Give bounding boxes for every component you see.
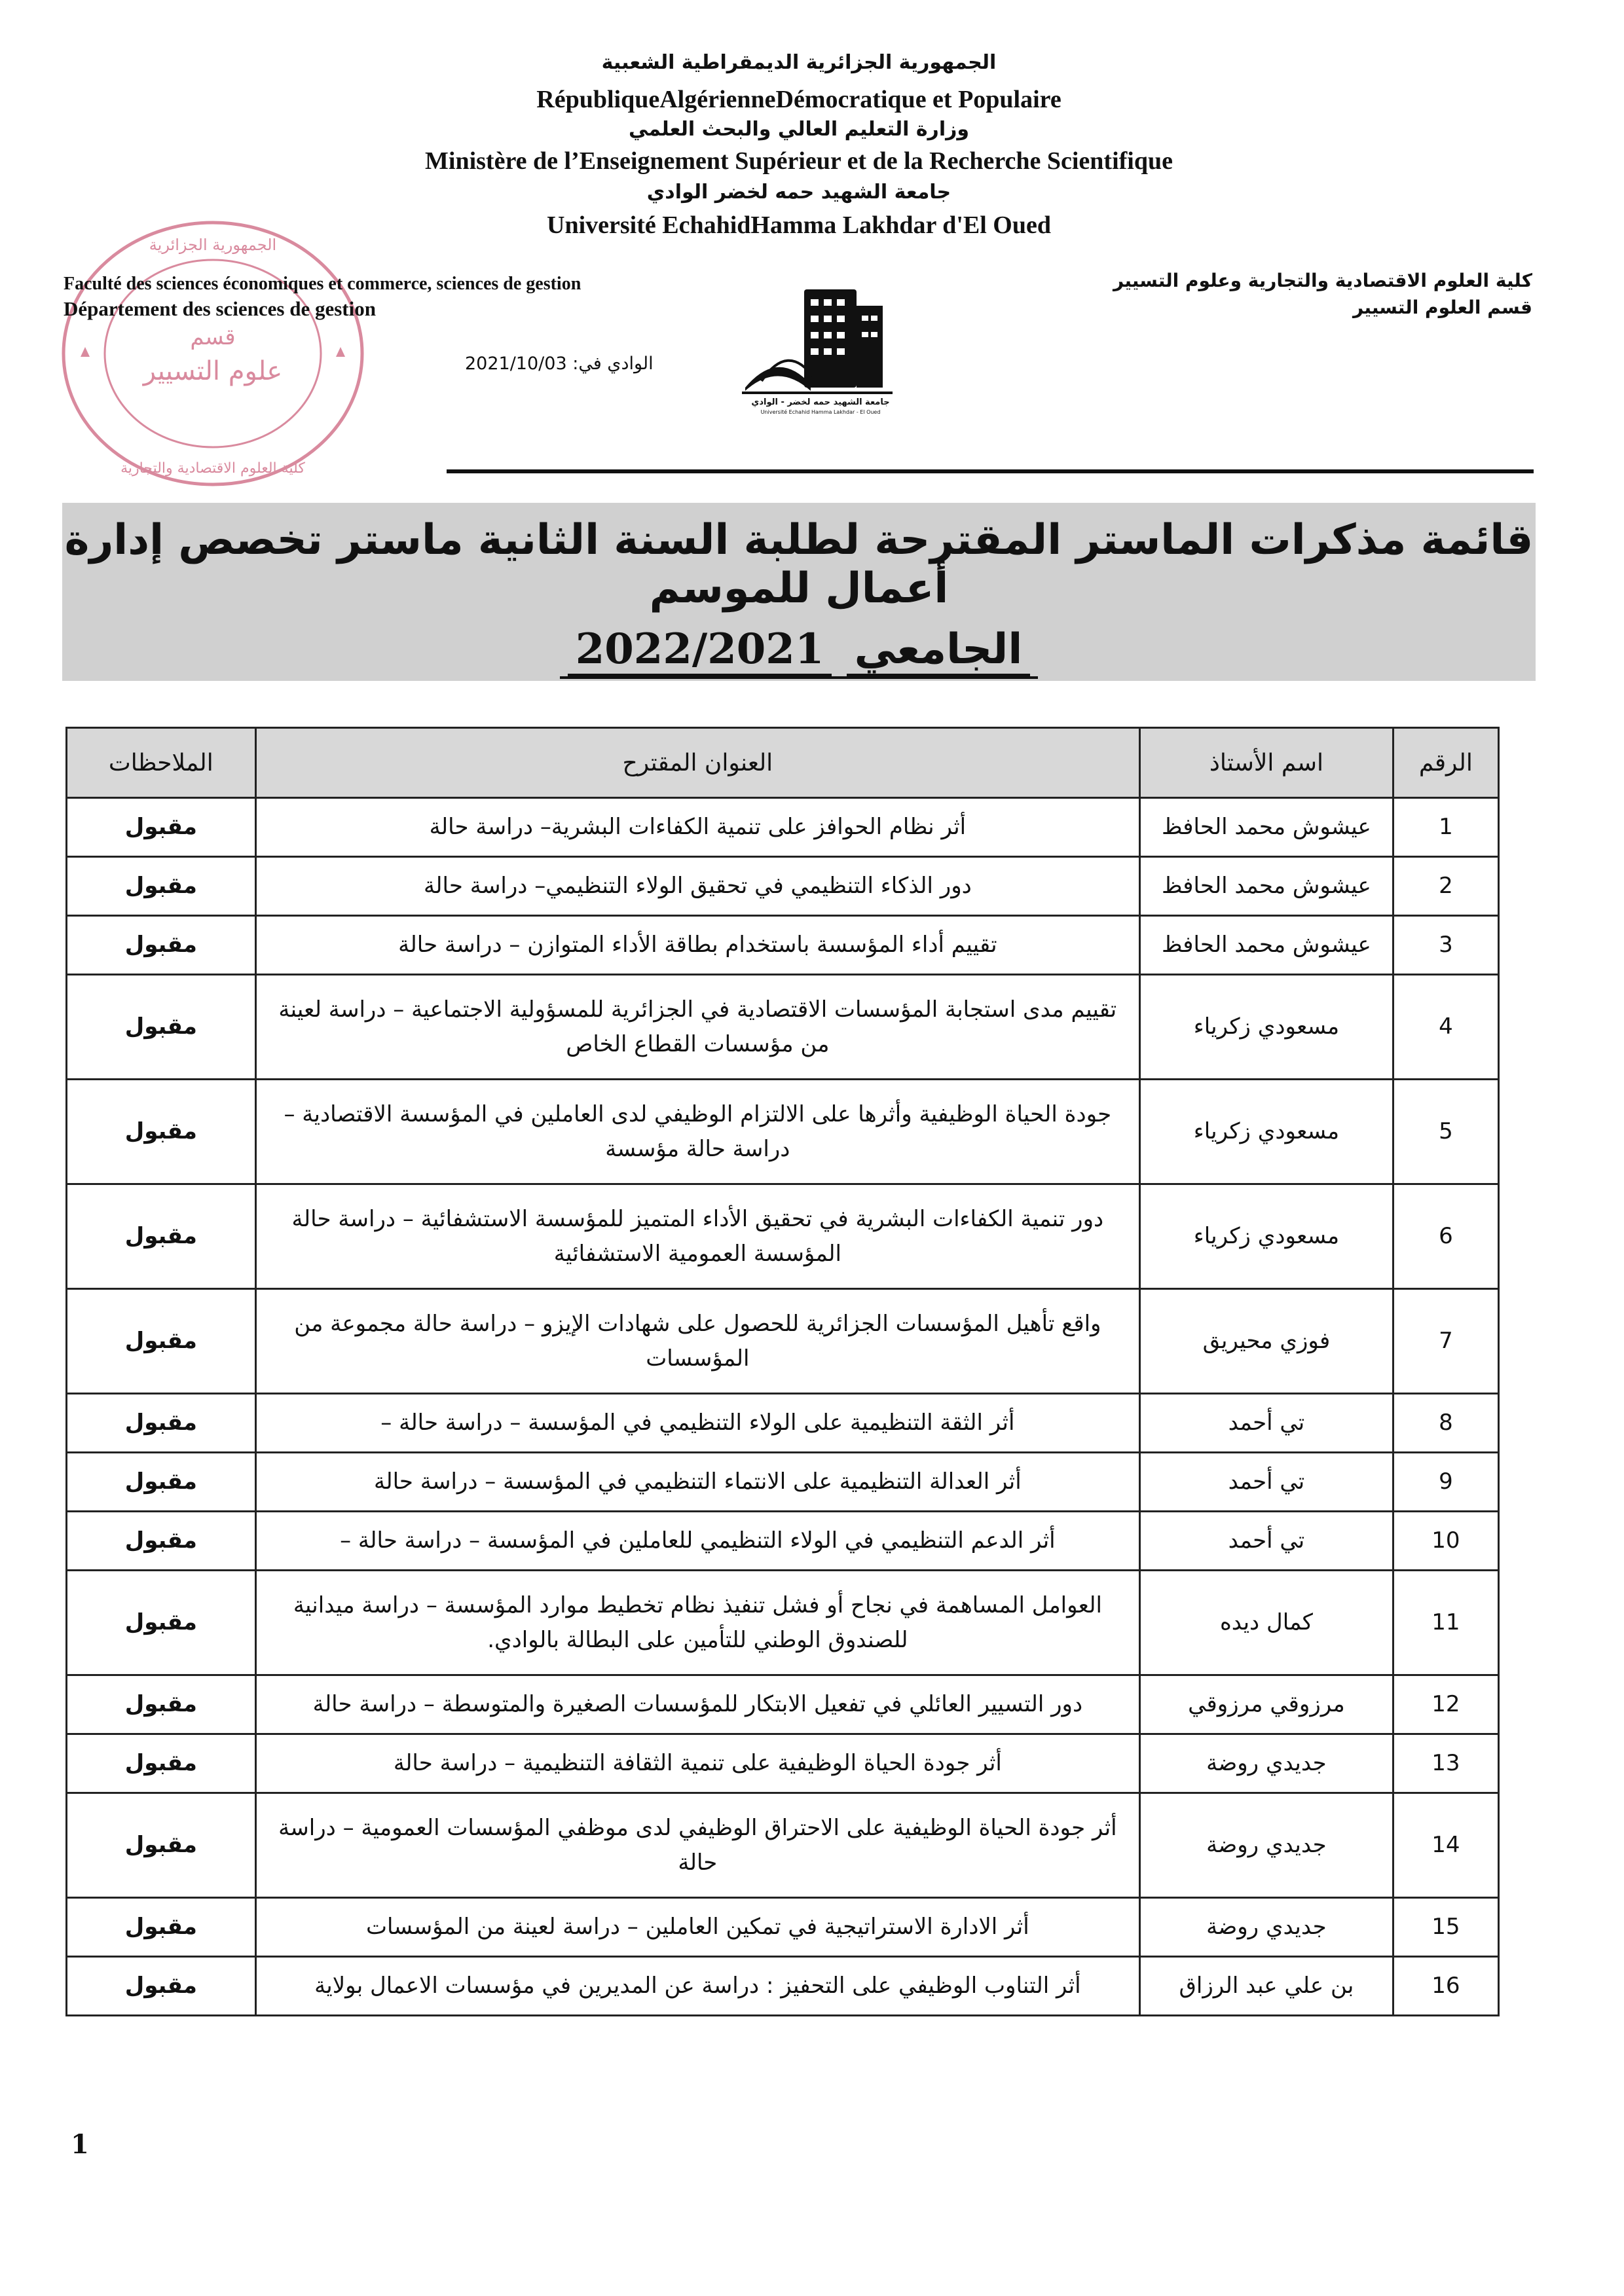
header-fr-republic: RépubliqueAlgérienneDémocratique et Populaire — [536, 86, 1061, 113]
faculty-ar-name: كلية العلوم الاقتصادية والتجارية وعلوم التسيير — [1113, 270, 1532, 291]
cell-title: واقع تأهيل المؤسسات الجزائرية للحصول على شهادات الإيزو – دراسة حالة مجموعة من المؤسسات — [255, 1289, 1139, 1394]
cell-notes: مقبول — [67, 857, 256, 916]
cell-title: تقييم أداء المؤسسة باستخدام بطاقة الأداء المتوازن – دراسة حالة — [255, 916, 1139, 975]
cell-prof: مسعودي زكرياء — [1140, 1080, 1393, 1184]
header-divider — [447, 469, 1534, 473]
cell-prof: تي أحمد — [1140, 1512, 1393, 1571]
table-row — [67, 1080, 1499, 1184]
cell-title: أثر الادارة الاستراتيجية في تمكين العاملين – دراسة لعينة من المؤسسات — [255, 1898, 1139, 1957]
header-notes: الملاحظات — [67, 728, 256, 798]
header-prof: اسم الأستاذ — [1140, 728, 1393, 798]
header-num: الرقم — [1393, 728, 1498, 798]
stamp-bottom-text: كلية العلوم الاقتصادية والتجارية — [120, 460, 305, 477]
stamp-center-2: علوم التسيير — [143, 356, 283, 386]
department-ar-name: قسم العلوم التسيير — [1352, 297, 1532, 318]
cell-title: العوامل المساهمة في نجاح أو فشل تنفيذ نظام تخطيط موارد المؤسسة – دراسة ميدانية للصندوق الوطني للتأمين على البطالة بالوادي. — [255, 1571, 1139, 1675]
cell-prof: جديدي روضة — [1140, 1734, 1393, 1793]
cell-num: 5 — [1393, 1080, 1498, 1184]
faculty-fr-block — [64, 274, 581, 321]
page-number: 1 — [71, 2129, 89, 2160]
cell-title: جودة الحياة الوظيفية وأثرها على الالتزام الوظيفي لدى العاملين في المؤسسة الاقتصادية – دراسة حالة مؤسسة — [255, 1080, 1139, 1184]
cell-title: أثر التناوب الوظيفي على التحفيز : دراسة عن المديرين في مؤسسات الاعمال بولاية — [255, 1957, 1139, 2016]
cell-prof: تي أحمد — [1140, 1453, 1393, 1512]
cell-notes: مقبول — [67, 1898, 256, 1957]
theses-table — [65, 727, 1500, 2016]
logo-caption-ar: جامعة الشهيد حمه لخضر - الوادي — [751, 397, 890, 407]
cell-prof: فوزي محيريق — [1140, 1289, 1393, 1394]
cell-title: أثر العدالة التنظيمية على الانتماء التنظيمي في المؤسسة – دراسة حالة — [255, 1453, 1139, 1512]
stamp-top-text: الجمهورية الجزائرية — [149, 236, 277, 254]
table-row — [67, 1394, 1499, 1453]
cell-num: 7 — [1393, 1289, 1498, 1394]
table-row — [67, 975, 1499, 1080]
cell-num: 11 — [1393, 1571, 1498, 1675]
stamp-star-right — [336, 347, 345, 357]
cell-prof: تي أحمد — [1140, 1394, 1393, 1453]
table-row — [67, 1289, 1499, 1394]
header-title: العنوان المقترح — [255, 728, 1139, 798]
cell-num: 13 — [1393, 1734, 1498, 1793]
cell-notes: مقبول — [67, 1734, 256, 1793]
table-row — [67, 857, 1499, 916]
cell-num: 12 — [1393, 1675, 1498, 1734]
date-value: 2021/10/03 — [465, 354, 567, 374]
header-fr-university: Université EchahidHamma Lakhdar d'El Oued — [547, 211, 1051, 239]
cell-prof: عيشوش محمد الحافظ — [1140, 916, 1393, 975]
title-year-word: الجامعي — [847, 625, 1031, 676]
cell-prof: كمال ديده — [1140, 1571, 1393, 1675]
cell-title: دور الذكاء التنظيمي في تحقيق الولاء التنظيمي– دراسة حالة — [255, 857, 1139, 916]
cell-num: 4 — [1393, 975, 1498, 1080]
cell-notes: مقبول — [67, 1080, 256, 1184]
cell-prof: عيشوش محمد الحافظ — [1140, 798, 1393, 857]
cell-notes: مقبول — [67, 916, 256, 975]
table-row — [67, 1675, 1499, 1734]
table-row — [67, 1184, 1499, 1289]
cell-num: 14 — [1393, 1793, 1498, 1898]
cell-title: تقييم مدى استجابة المؤسسات الاقتصادية في الجزائرية للمسؤولية الاجتماعية – دراسة لعينة من مؤسسات القطاع الخاص — [255, 975, 1139, 1080]
cell-num: 3 — [1393, 916, 1498, 975]
cell-notes: مقبول — [67, 975, 256, 1080]
cell-notes: مقبول — [67, 1394, 256, 1453]
cell-num: 9 — [1393, 1453, 1498, 1512]
title-year: 2022/2021 — [568, 625, 832, 676]
table-row — [67, 1571, 1499, 1675]
cell-num: 6 — [1393, 1184, 1498, 1289]
title-line-1: قائمة مذكرات الماستر المقترحة لطلبة السنة الثانية ماستر تخصص إدارة أعمال للموسم — [64, 516, 1534, 613]
title-box — [62, 503, 1536, 681]
cell-num: 1 — [1393, 798, 1498, 857]
header-ar-ministry: وزارة التعليم العالي والبحث العلمي — [628, 118, 970, 141]
department-fr-name: Département des sciences de gestion — [64, 297, 376, 320]
logo-caption-fr: Université Echahid Hamma Lakhdar - El Oued — [760, 409, 881, 415]
cell-notes: مقبول — [67, 1453, 256, 1512]
cell-prof: جديدي روضة — [1140, 1793, 1393, 1898]
header-ar-republic: الجمهورية الجزائرية الديمقراطية الشعبية — [601, 51, 997, 74]
cell-title: أثر الثقة التنظيمية على الولاء التنظيمي في المؤسسة – دراسة حالة – — [255, 1394, 1139, 1453]
stamp-center-1: قسم — [190, 324, 236, 350]
table-row — [67, 798, 1499, 857]
cell-title: أثر جودة الحياة الوظيفية على الاحتراق الوظيفي لدى موظفي المؤسسات العمومية – دراسة حالة — [255, 1793, 1139, 1898]
cell-notes: مقبول — [67, 1957, 256, 2016]
faculty-fr-name: Faculté des sciences économiques et commerce, sciences de gestion — [64, 274, 581, 294]
cell-prof: مرزوقي مرزوقي — [1140, 1675, 1393, 1734]
date-label: الوادي في: — [572, 354, 654, 374]
cell-num: 16 — [1393, 1957, 1498, 2016]
cell-num: 8 — [1393, 1394, 1498, 1453]
cell-prof: مسعودي زكرياء — [1140, 1184, 1393, 1289]
official-stamp — [59, 216, 380, 491]
table-row — [67, 1898, 1499, 1957]
logo-building-side — [857, 306, 883, 388]
table-row — [67, 1734, 1499, 1793]
logo-book-left — [745, 367, 811, 391]
header-ar-university: جامعة الشهيد حمه لخضر الوادي — [646, 181, 951, 204]
date-line — [458, 354, 654, 374]
table-header-row — [67, 728, 1499, 798]
stamp-star-left — [81, 347, 90, 357]
cell-num: 10 — [1393, 1512, 1498, 1571]
table-row — [67, 1793, 1499, 1898]
cell-notes: مقبول — [67, 1512, 256, 1571]
cell-title: دور التسيير العائلي في تفعيل الابتكار للمؤسسات الصغيرة والمتوسطة – دراسة حالة — [255, 1675, 1139, 1734]
cell-notes: مقبول — [67, 1675, 256, 1734]
cell-title: دور تنمية الكفاءات البشرية في تحقيق الأداء المتميز للمؤسسة الاستشفائية – دراسة حالة المؤسسة العمومية الاستشفائية — [255, 1184, 1139, 1289]
cell-prof: بن علي عبد الرزاق — [1140, 1957, 1393, 2016]
cell-num: 15 — [1393, 1898, 1498, 1957]
cell-prof: عيشوش محمد الحافظ — [1140, 857, 1393, 916]
table-row — [67, 1453, 1499, 1512]
cell-title: أثر نظام الحوافز على تنمية الكفاءات البشرية– دراسة حالة — [255, 798, 1139, 857]
cell-notes: مقبول — [67, 1184, 256, 1289]
university-logo — [726, 270, 915, 415]
cell-notes: مقبول — [67, 1571, 256, 1675]
cell-notes: مقبول — [67, 798, 256, 857]
title-line-2 — [62, 625, 1536, 679]
table-row — [67, 1957, 1499, 2016]
cell-prof: جديدي روضة — [1140, 1898, 1393, 1957]
cell-notes: مقبول — [67, 1289, 256, 1394]
header-fr-ministry: Ministère de l’Enseignement Supérieur et de la Recherche Scientifique — [425, 147, 1173, 175]
cell-num: 2 — [1393, 857, 1498, 916]
faculty-ar-block — [1113, 270, 1532, 318]
table-row — [67, 916, 1499, 975]
cell-title: أثر الدعم التنظيمي في الولاء التنظيمي للعاملين في المؤسسة – دراسة حالة – — [255, 1512, 1139, 1571]
cell-notes: مقبول — [67, 1793, 256, 1898]
cell-title: أثر جودة الحياة الوظيفية على تنمية الثقافة التنظيمية – دراسة حالة — [255, 1734, 1139, 1793]
cell-prof: مسعودي زكرياء — [1140, 975, 1393, 1080]
table-row — [67, 1512, 1499, 1571]
